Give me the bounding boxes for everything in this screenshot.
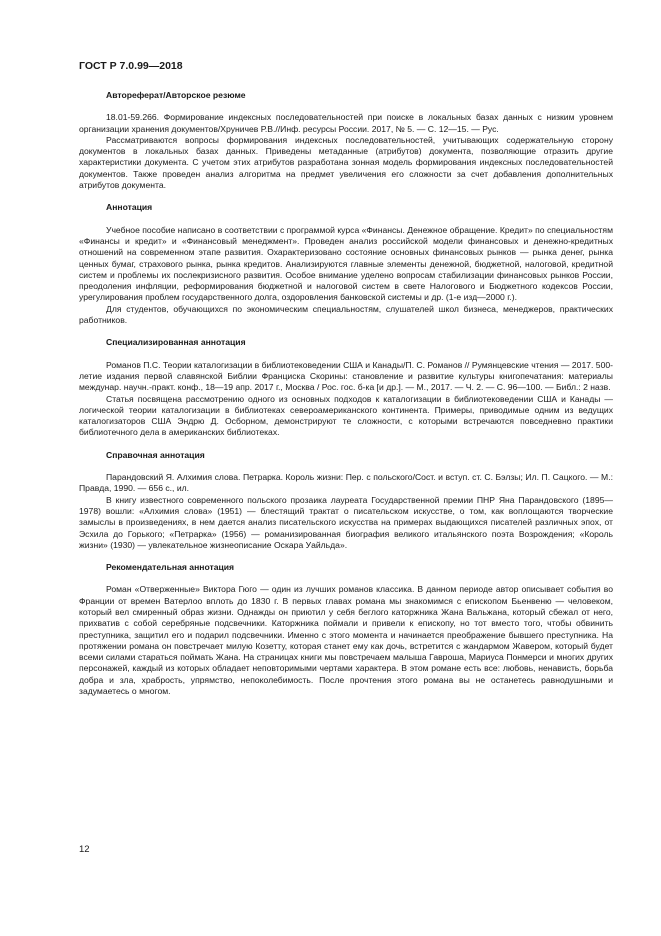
standard-header: ГОСТ Р 7.0.99—2018	[79, 60, 183, 72]
section-author-abstract	[79, 90, 613, 191]
section-recommendation-annotation	[79, 562, 613, 697]
section-title: Аннотация	[106, 202, 153, 213]
section-reference-annotation	[79, 450, 613, 551]
section-annotation	[79, 202, 613, 326]
paragraph: 18.01-59.266. Формирование индексных последовательностей при поиске в локальных базах данных с низким уровнем организации хранения документов/Хруничев Р.В.//Инф. ресурсы России. 2017, № 5. — С. 12—15. — Рус.	[79, 112, 613, 134]
section-title: Справочная аннотация	[106, 449, 205, 460]
paragraph: Рассматриваются вопросы формирования индексных последовательностей, учитывающих содержательную сторону документов в локальных базах данных. Приведены метаданные (атрибутов) документа, позволяющие отразить другие характеристики документа. С учетом этих атрибутов разработана зонная модель формирования индексных последовательностей документов. Также проведен анализ алгоритма на предмет увеличения его сложности за счет добавления дополнительных атрибутов документа.	[79, 134, 613, 191]
paragraph: Роман «Отверженные» Виктора Гюго — один из лучших романов классика. В данном периоде автор описывает события во Франции от времен Ватерлоо вплоть до 1830 г. В первых главах романа мы знакомимся с епископом Бьенвеню — человеком, который вел смиренный образ жизни. Однажды он приютил у себя беглого каторжника Жана Вальжана, который сбежал от него, прихватив с собой серебряные подсвечники. Каторжника поймали и привели к епископу, но тот вместо того, чтобы обвинить преступника, защитил его и подарил подсвечники. Именно с этого момента и начинается преображение бывшего преступника. На протяжении романа он повстречает милую Козетту, которая станет ему как дочь, встретится с жандармом Жавером, который будет всеми силами стараться поймать Жана. На страницах книги мы повстречаем малыша Гавроша, Мариуса Понмерси и многих других персонажей, каждый из которых обладает неповторимыми чертами характера. В этом романе есть все: любовь, ненависть, борьба добра и зла, храбрость, упрямство, непоколебимость. После прочтения этого романа вы не останетесь равнодушными и задумаетесь о многом.	[79, 584, 613, 697]
section-title: Специализированная аннотация	[106, 337, 246, 348]
paragraph: Статья посвящена рассмотрению одного из основных подходов к каталогизации в библиотековедении США и Канады — логической теории каталогизации в библиотеках североамериканского континента. Примеры, приводимые одним из ведущих каталогизаторов США Эндрю Д. Осборном, демонстрируют те сложности, с которыми встречаются повседневно практики библиотечного дела в американских библиотеках.	[79, 393, 613, 438]
paragraph: Романов П.С. Теории каталогизации в библиотековедении США и Канады/П. С. Романов // Румянцевские чтения — 2017. 500-летие издания первой славянской Библии Франциска Скорины: становление и развитие культуры книгопечатания: материалы междунар. научн.-практ. конф., 18—19 апр. 2017 г., Москва / Рос. гос. б-ка [и др.]. — М., 2017. — Ч. 2. — С. 96—100. — Библ.: 2 назв.	[79, 359, 613, 393]
paragraph: В книгу известного современного польского прозаика лауреата Государственной премии ПНР Яна Парандовского (1895—1978) вошли: «Алхимия слова» (1951) — блестящий трактат о писательском искусстве, о том, как воплощаются творческие замыслы в произведениях, в нем дается анализ писательского искусства на примерах выдающихся писателей различных эпох, от Эсхила до Горького; «Петрарка» (1956) — романизированная биография великого итальянского поэта Возрождения; «Король жизни» (1930) — увлекательное жизнеописание Оскара Уайльда».	[79, 494, 613, 550]
paragraph: Для студентов, обучающихся по экономическим специальностям, слушателей школ бизнеса, менеджеров, практических работников.	[79, 303, 613, 326]
page-content	[79, 90, 613, 708]
section-title: Автореферат/Авторское резюме	[106, 90, 246, 100]
section-title: Рекомендательная аннотация	[106, 562, 235, 573]
paragraph: Парандовский Я. Алхимия слова. Петрарка. Король жизни: Пер. с польского/Сост. и вступ. ст. С. Бэлзы; Ил. П. Сацкого. — М.: Правда, 1990. — 656 с., ил.	[79, 472, 613, 494]
paragraph: Учебное пособие написано в соответствии с программой курса «Финансы. Денежное обращение. Кредит» по специальностям «Финансы и кредит» и «Финансовый менеджмент». Проведен анализ российской модели финансовых и денежно-кредитных отношений на современном этапе развития. Охарактеризовано состояние основных финансовых рынков — рынка денег, рынка ценных бумаг, страхового рынка, рынка кредитов. Анализируются главные элементы денежной, бюджетной, налоговой, кредитной систем и проблемы их послекризисного развития. Особое внимание уделено вопросам стабилизации финансовых рынков России, преодоления инфляции, реформирования бюджетной и налоговой систем в свете Налогового и Бюджетного кодексов России, урегулирования проблем государственного долга, оздоровления банковской системы и др. (1-е изд—2000 г.).	[79, 224, 613, 303]
section-specialized-annotation	[79, 337, 613, 438]
page-number: 12	[79, 844, 90, 855]
